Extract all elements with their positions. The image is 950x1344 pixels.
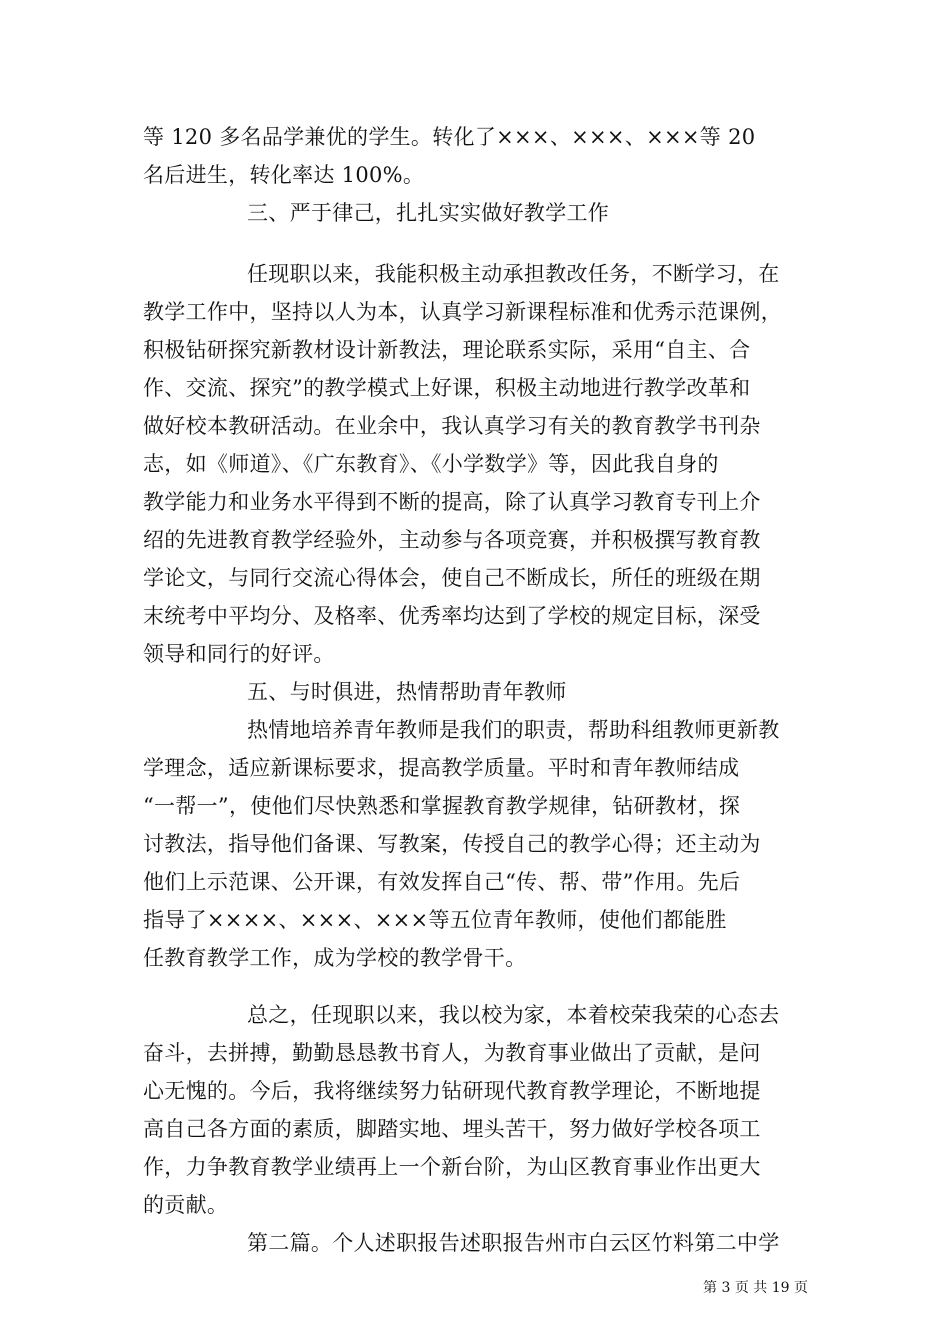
body-line-4: 任现职以来，我能积极主动承担教改任务，不断学习，在 — [247, 262, 780, 286]
body-line-14: 领导和同行的好评。 — [143, 642, 335, 666]
body-line-23: 总之，任现职以来，我以校为家，本着校荣我荣的心态去 — [247, 1003, 780, 1027]
body-line-12: 学论文，与同行交流心得体会，使自己不断成长，所任的班级在期 — [143, 566, 761, 590]
section-heading-3: 三、严于律己，扎扎实实做好教学工作 — [247, 201, 610, 225]
body-line-21: 指导了××××、×××、×××等五位青年教师，使他们都能胜 — [143, 908, 727, 932]
body-line-17: 学理念，适应新课标要求，提高教学质量。平时和青年教师结成 — [143, 756, 740, 780]
page-number-footer: 第 3 页 共 19 页 — [703, 1280, 808, 1296]
body-line-27: 作，力争教育教学业绩再上一个新台阶，为山区教育事业作出更大 — [143, 1155, 761, 1179]
body-line-26: 高自己各方面的素质，脚踏实地、埋头苦干，努力做好学校各项工 — [143, 1117, 761, 1141]
body-line-6: 积极钻研探究新教材设计新教法，理论联系实际，采用“自主、合 — [143, 338, 751, 362]
body-line-28: 的贡献。 — [143, 1193, 229, 1217]
body-line-5: 教学工作中，坚持以人为本，认真学习新课程标准和优秀示范课例， — [143, 300, 782, 324]
body-line-16: 热情地培养青年教师是我们的职责，帮助科组教师更新教 — [247, 718, 780, 742]
body-line-9: 志，如《师道》、《广东教育》、《小学数学》等，因此我自身的 — [143, 452, 719, 476]
body-line-1: 等 120 多名品学兼优的学生。转化了×××、×××、×××等 20 — [143, 125, 756, 149]
body-line-11: 绍的先进教育教学经验外，主动参与各项竞赛，并积极撰写教育教 — [143, 528, 761, 552]
body-line-22: 任教育教学工作，成为学校的教学骨干。 — [143, 946, 527, 970]
body-line-25: 心无愧的。今后，我将继续努力钻研现代教育教学理论，不断地提 — [143, 1079, 761, 1103]
body-line-2: 名后进生，转化率达 100%。 — [143, 163, 425, 187]
section-heading-5: 五、与时俱进，热情帮助青年教师 — [247, 680, 567, 704]
body-line-20: 他们上示范课、公开课，有效发挥自己“传、帮、带”作用。先后 — [143, 870, 741, 894]
body-line-18: “一帮一”，使他们尽快熟悉和掌握教育教学规律，钻研教材，探 — [143, 794, 741, 818]
body-line-8: 做好校本教研活动。在业余中，我认真学习有关的教育教学书刊杂 — [143, 414, 761, 438]
next-article-title: 第二篇。个人述职报告述职报告州市白云区竹料第二中学 — [247, 1231, 780, 1255]
body-line-19: 讨教法，指导他们备课、写教案，传授自己的教学心得；还主动为 — [143, 832, 761, 856]
body-line-24: 奋斗，去拼搏，勤勤恳恳教书育人，为教育事业做出了贡献，是问 — [143, 1041, 761, 1065]
body-line-13: 末统考中平均分、及格率、优秀率均达到了学校的规定目标，深受 — [143, 604, 761, 628]
body-line-7: 作、交流、探究”的教学模式上好课，积极主动地进行教学改革和 — [143, 376, 751, 400]
body-line-10: 教学能力和业务水平得到不断的提高，除了认真学习教育专刊上介 — [143, 490, 761, 514]
